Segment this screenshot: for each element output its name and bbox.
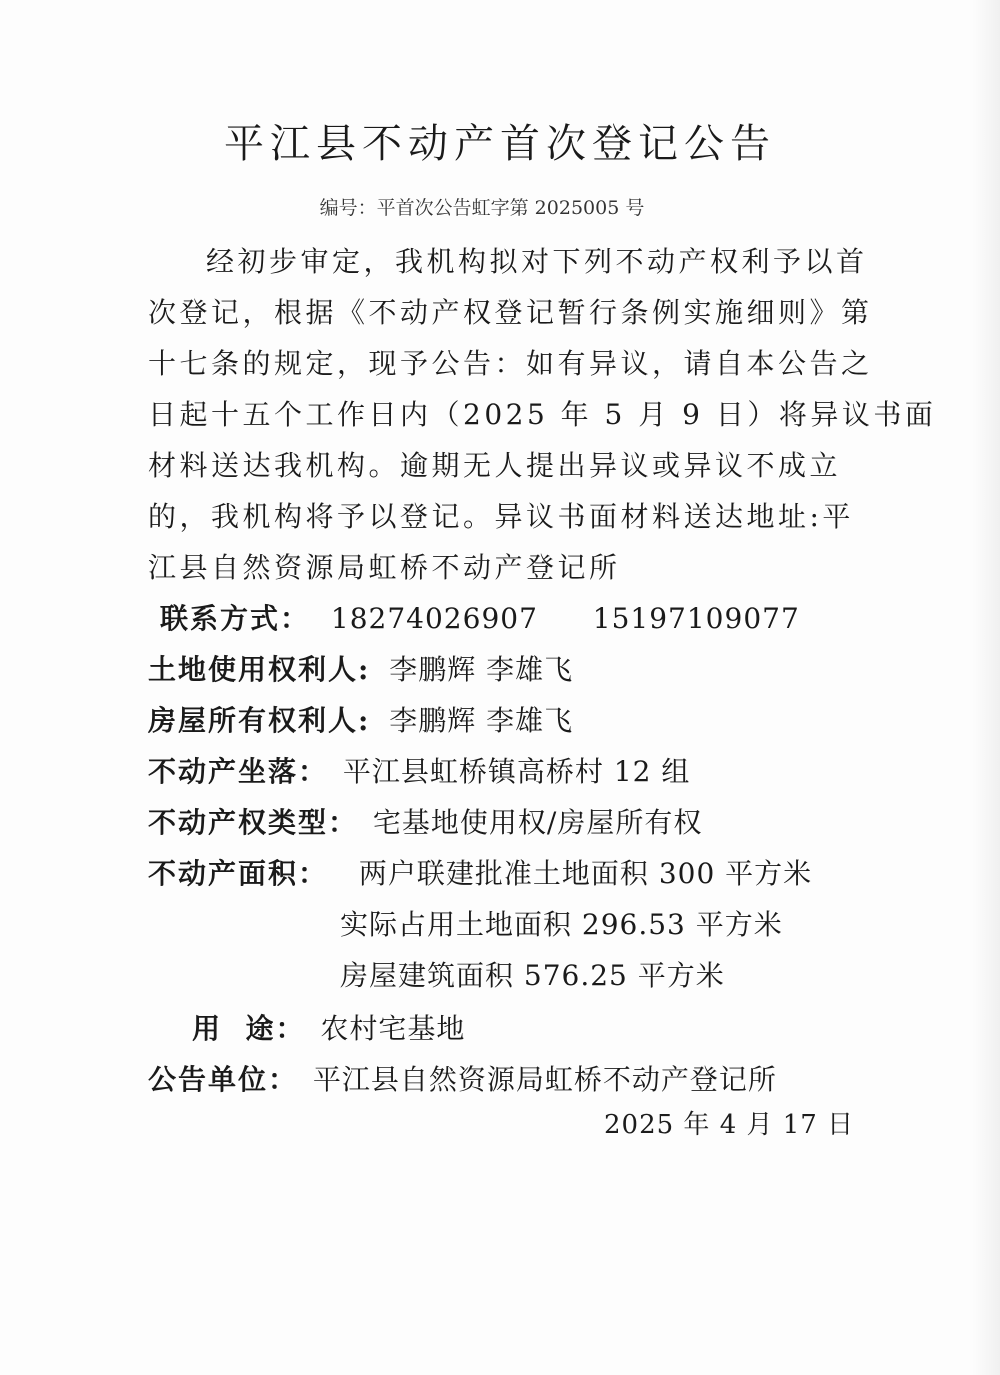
right-type-value: 宅基地使用权/房屋所有权: [372, 806, 703, 839]
house-owner-row: [148, 699, 573, 739]
land-right-holder-row: [148, 648, 573, 688]
body-line-2: 次登记，根据《不动产权登记暂行条例实施细则》第: [148, 296, 873, 329]
body-line-1: 经初步审定，我机构拟对下列不动产权利予以首: [206, 245, 868, 278]
area-approved-value: 两户联建批准土地面积 300 平方米: [358, 857, 813, 890]
house-owner-label: 房屋所有权利人:: [148, 704, 371, 737]
body-line-5: 材料送达我机构。逾期无人提出异议或异议不成立: [148, 449, 842, 482]
usage-label: 用 途：: [192, 1012, 306, 1045]
location-value: 平江县虹桥镇高桥村 12 组: [342, 755, 691, 788]
contact-label: 联系方式：: [160, 602, 311, 635]
notice-title: 平江县不动产首次登记公告: [224, 121, 776, 167]
location-label: 不动产坐落：: [148, 755, 329, 788]
area-label: 不动产面积：: [148, 857, 329, 890]
usage-row: [192, 1007, 465, 1047]
land-right-holder-label: 土地使用权利人:: [148, 653, 371, 686]
issuer-label: 公告单位：: [148, 1063, 299, 1096]
body-line-6: 的，我机构将予以登记。异议书面材料送达地址:平: [148, 500, 854, 533]
right-type-label: 不动产权类型：: [148, 806, 359, 839]
contact-phone-2: 15197109077: [592, 602, 800, 635]
area-building-value: 房屋建筑面积 576.25 平方米: [340, 959, 725, 992]
body-line-4: 日起十五个工作日内（2025 年 5 月 9 日）将异议书面: [148, 398, 937, 431]
right-type-row: [148, 801, 702, 841]
area-occupied-value: 实际占用土地面积 296.53 平方米: [340, 908, 783, 941]
location-row: [148, 750, 690, 790]
document-number: 编号：平首次公告虹字第 2025005 号: [319, 197, 645, 219]
issuer-value: 平江县自然资源局虹桥不动产登记所: [312, 1063, 777, 1096]
area-row: [148, 852, 812, 892]
contact-phone-1: 18274026907: [330, 602, 538, 635]
usage-value: 农村宅基地: [320, 1012, 466, 1045]
contact-row: [160, 597, 800, 637]
house-owner-value: 李鹏辉 李雄飞: [389, 704, 574, 737]
scan-edge-shadow: [972, 0, 1000, 1375]
land-right-holder-value: 李鹏辉 李雄飞: [389, 653, 574, 686]
issuer-row: [148, 1058, 777, 1098]
body-line-7: 江县自然资源局虹桥不动产登记所: [148, 551, 621, 584]
notice-date: 2025 年 4 月 17 日: [604, 1110, 855, 1140]
body-line-3: 十七条的规定，现予公告：如有异议，请自本公告之: [148, 347, 873, 380]
